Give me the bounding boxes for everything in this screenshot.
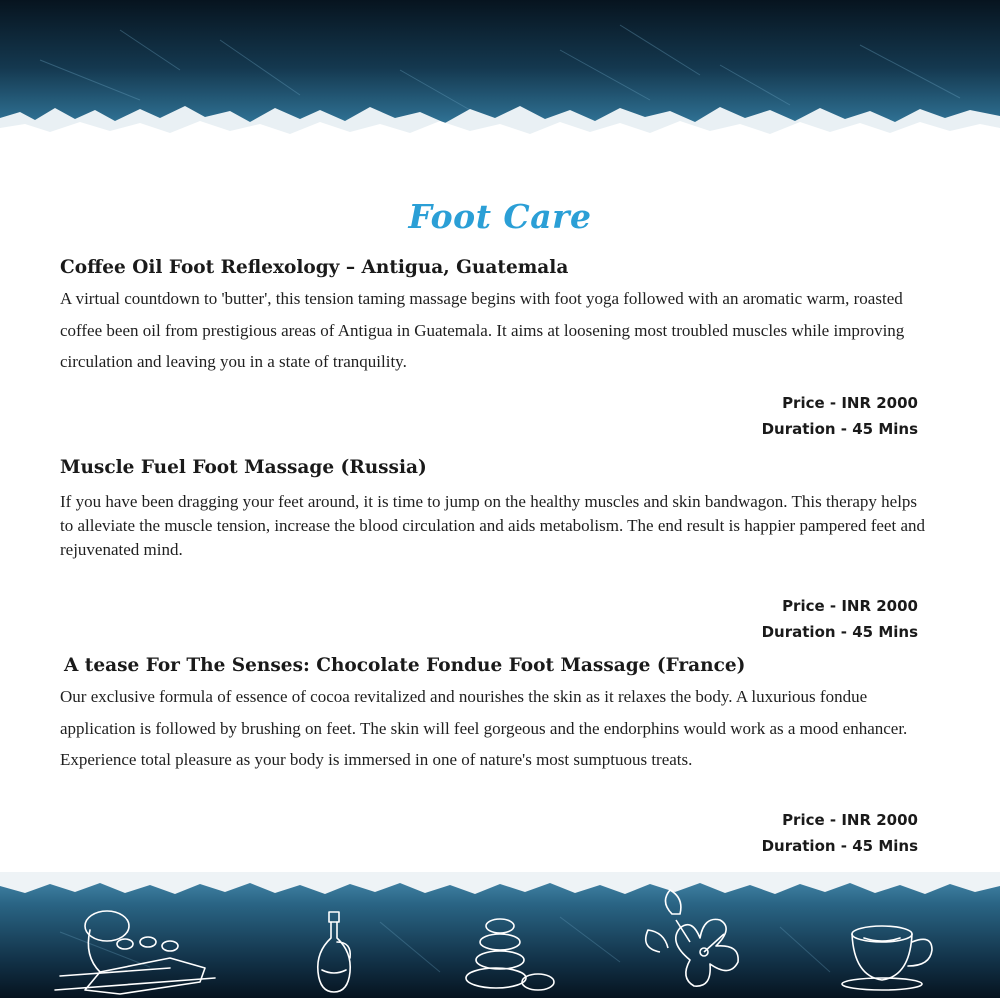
price-label: Price - INR 2000 <box>782 597 918 615</box>
service-meta <box>700 807 918 859</box>
service-description: If you have been dragging your feet around, it is time to jump on the healthy muscles and skin bandwagon. This therapy helps to alleviate the muscle tension, increase the blood circulation and aids metabolism. The end result is happier pampered feet and rejuvenated mind. <box>60 492 925 559</box>
service-chocolate-fondue-massage <box>60 655 930 776</box>
duration-label: Duration - 45 Mins <box>761 623 918 641</box>
service-description: Our exclusive formula of essence of cocoa revitalized and nourishes the skin as it relaxes the body. A luxurious fondue application is followed by brushing on feet. The skin will feel gorgeous and the endorphins would work as a mood enhancer. Experience total pleasure as your body is immersed in one of nature's most sumptuous treats. <box>60 687 908 769</box>
service-description: A virtual countdown to 'butter', this tension taming massage begins with foot yoga followed with an aromatic warm, roasted coffee been oil from prestigious areas of Antigua in Guatemala. It aims at loosening most troubled muscles while improving circulation and leaving you in a state of tranquility. <box>60 289 905 371</box>
service-name: Coffee Oil Foot Reflexology – Antigua, Guatemala <box>60 257 569 278</box>
service-muscle-fuel-massage <box>60 457 930 562</box>
duration-label: Duration - 45 Mins <box>761 837 918 855</box>
service-meta <box>700 593 918 645</box>
service-coffee-oil-reflexology <box>60 257 930 378</box>
page-title: Foot Care <box>408 197 592 237</box>
service-meta <box>700 390 918 442</box>
service-name: A tease For The Senses: Chocolate Fondue Foot Massage (France) <box>64 655 746 676</box>
bottom-decorative-band <box>0 872 1000 998</box>
price-label: Price - INR 2000 <box>782 394 918 412</box>
service-name: Muscle Fuel Foot Massage (Russia) <box>60 457 427 478</box>
price-label: Price - INR 2000 <box>782 811 918 829</box>
top-decorative-band <box>0 0 1000 150</box>
duration-label: Duration - 45 Mins <box>761 420 918 438</box>
